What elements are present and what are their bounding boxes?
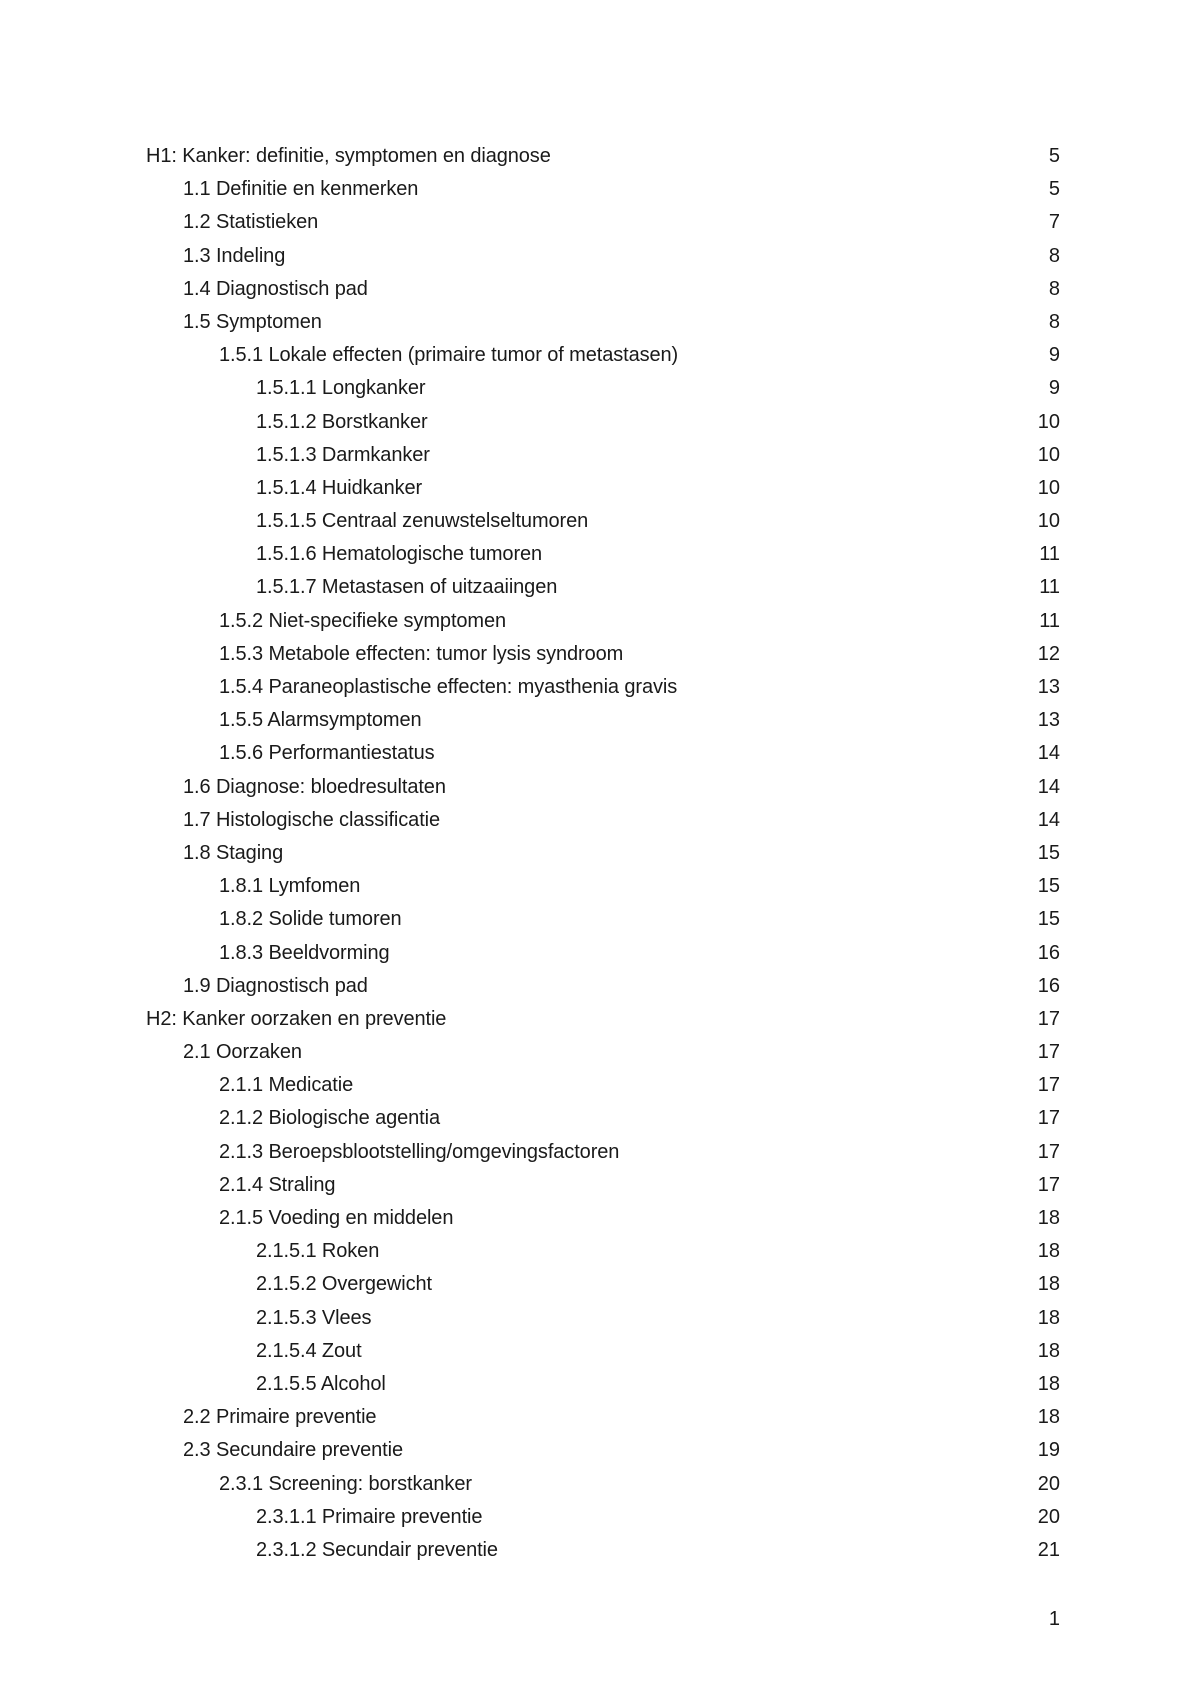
toc-entry[interactable] — [146, 339, 1060, 372]
toc-entry[interactable] — [146, 704, 1060, 737]
toc-entry-page: 5 — [1048, 178, 1060, 201]
toc-entry[interactable] — [146, 505, 1060, 538]
toc-entry-page: 13 — [1037, 676, 1060, 698]
toc-entry[interactable] — [146, 1036, 1060, 1069]
toc-entry[interactable] — [146, 1102, 1060, 1135]
toc-entry[interactable] — [146, 1335, 1060, 1368]
toc-entry[interactable] — [146, 737, 1060, 770]
toc-entry-page: 16 — [1037, 974, 1060, 997]
toc-entry[interactable] — [146, 903, 1060, 936]
toc-entry[interactable] — [146, 870, 1060, 903]
toc-entry-title: 1.5.1.1 Longkanker — [256, 377, 426, 400]
toc-entry-page: 8 — [1048, 244, 1060, 267]
toc-entry-title: 2.1.5.4 Zout — [256, 1339, 362, 1362]
toc-entry[interactable] — [146, 1268, 1060, 1301]
toc-entry-title: 2.1.5.3 Vlees — [256, 1306, 372, 1329]
toc-entry-title: 2.2 Primaire preventie — [183, 1406, 377, 1429]
toc-entry[interactable] — [146, 605, 1060, 638]
toc-entry[interactable] — [146, 1235, 1060, 1268]
toc-entry[interactable] — [146, 638, 1060, 671]
toc-entry[interactable] — [146, 1069, 1060, 1102]
toc-entry[interactable] — [146, 306, 1060, 339]
toc-entry-page: 14 — [1037, 775, 1060, 798]
toc-entry-title: 2.1.5.1 Roken — [256, 1240, 380, 1263]
toc-entry-title: 1.1 Definitie en kenmerken — [183, 178, 419, 201]
toc-entry-title: 1.5.1.4 Huidkanker — [256, 476, 423, 499]
toc-entry[interactable] — [146, 273, 1060, 306]
toc-entry-page: 17 — [1037, 1074, 1060, 1097]
toc-entry-title: 1.8.2 Solide tumoren — [219, 908, 402, 931]
toc-entry[interactable] — [146, 439, 1060, 472]
toc-entry-page: 15 — [1037, 875, 1060, 898]
toc-entry-page: 20 — [1037, 1505, 1060, 1528]
toc-entry-page: 17 — [1037, 1041, 1060, 1064]
toc-entry-page: 9 — [1048, 377, 1060, 400]
toc-entry[interactable] — [146, 571, 1060, 604]
toc-entry-title: 2.1.5.2 Overgewicht — [256, 1273, 432, 1296]
toc-entry-page: 10 — [1037, 476, 1060, 499]
toc-entry-page: 12 — [1037, 642, 1060, 665]
toc-entry[interactable] — [146, 538, 1060, 571]
toc-entry-title: 1.9 Diagnostisch pad — [183, 974, 368, 997]
toc-entry-title: 2.1.4 Straling — [219, 1173, 336, 1196]
toc-entry-page: 17 — [1037, 1007, 1060, 1030]
toc-entry-page: 17 — [1037, 1173, 1060, 1196]
toc-entry-page: 15 — [1037, 908, 1060, 931]
toc-entry-page: 21 — [1037, 1538, 1060, 1561]
toc-entry-page: 8 — [1048, 277, 1060, 300]
table-of-contents — [146, 140, 1060, 1567]
toc-entry-page: 18 — [1037, 1273, 1060, 1296]
toc-entry[interactable] — [146, 671, 1060, 704]
toc-entry-title: 2.1 Oorzaken — [183, 1041, 302, 1064]
toc-entry-title: 1.2 Statistieken — [183, 211, 319, 234]
toc-entry[interactable] — [146, 1468, 1060, 1501]
toc-entry-page: 17 — [1037, 1107, 1060, 1130]
toc-entry-title: 1.5.1.2 Borstkanker — [256, 410, 428, 433]
toc-entry-title: 1.5.1.6 Hematologische tumoren — [256, 543, 543, 566]
toc-entry-title: 1.8 Staging — [183, 841, 284, 864]
toc-entry-page: 18 — [1037, 1240, 1060, 1263]
toc-entry-title: 1.5.3 Metabole effecten: tumor lysis syndroom — [219, 642, 624, 665]
toc-entry[interactable] — [146, 406, 1060, 439]
toc-entry[interactable] — [146, 1169, 1060, 1202]
toc-entry-title: 1.5.1.7 Metastasen of uitzaaiingen — [256, 576, 558, 599]
toc-entry[interactable] — [146, 240, 1060, 273]
toc-entry-title: 1.5 Symptomen — [183, 310, 322, 333]
toc-entry-title: 2.1.3 Beroepsblootstelling/omgevingsfactoren — [219, 1140, 620, 1163]
toc-entry-title: H2: Kanker oorzaken en preventie — [146, 1007, 447, 1030]
toc-entry-page: 11 — [1039, 609, 1060, 632]
toc-entry-page: 10 — [1037, 510, 1060, 533]
toc-entry-page: 7 — [1048, 211, 1060, 234]
toc-entry[interactable] — [146, 1003, 1060, 1036]
toc-entry-title: 1.5.1 Lokale effecten (primaire tumor of metastasen) — [219, 344, 679, 367]
toc-entry[interactable] — [146, 1136, 1060, 1169]
toc-entry[interactable] — [146, 472, 1060, 505]
toc-entry-title: 1.5.1.3 Darmkanker — [256, 443, 430, 466]
toc-entry-title: 2.3.1.1 Primaire preventie — [256, 1505, 483, 1528]
toc-entry[interactable] — [146, 173, 1060, 206]
toc-entry-title: 2.1.5 Voeding en middelen — [219, 1207, 454, 1229]
toc-entry-page: 10 — [1037, 410, 1060, 433]
toc-entry-title: 1.5.6 Performantiestatus — [219, 742, 435, 765]
toc-entry[interactable] — [146, 970, 1060, 1003]
toc-entry[interactable] — [146, 1202, 1060, 1235]
toc-entry-page: 20 — [1037, 1472, 1060, 1495]
toc-entry-title: 1.8.3 Beeldvorming — [219, 941, 390, 964]
page-number: 1 — [1048, 1608, 1060, 1630]
toc-entry-page: 11 — [1039, 576, 1060, 599]
toc-entry-title: 2.3 Secundaire preventie — [183, 1439, 403, 1462]
toc-entry-title: 2.1.1 Medicatie — [219, 1074, 354, 1097]
toc-entry-page: 18 — [1037, 1207, 1060, 1229]
toc-entry-page: 13 — [1037, 709, 1060, 732]
toc-entry[interactable] — [146, 372, 1060, 405]
toc-entry-page: 18 — [1037, 1372, 1060, 1395]
toc-entry-title: 2.3.1.2 Secundair preventie — [256, 1538, 498, 1561]
toc-entry-page: 16 — [1037, 941, 1060, 964]
toc-entry[interactable] — [146, 771, 1060, 804]
toc-entry[interactable] — [146, 1434, 1060, 1467]
toc-entry-title: H1: Kanker: definitie, symptomen en diagnose — [146, 145, 551, 167]
toc-entry[interactable] — [146, 206, 1060, 239]
toc-entry-page: 14 — [1037, 742, 1060, 765]
toc-entry[interactable] — [146, 140, 1060, 173]
toc-entry-page: 17 — [1037, 1140, 1060, 1163]
toc-entry-page: 18 — [1037, 1406, 1060, 1429]
toc-entry-title: 1.6 Diagnose: bloedresultaten — [183, 775, 446, 798]
toc-entry[interactable] — [146, 804, 1060, 837]
toc-entry[interactable] — [146, 1401, 1060, 1434]
toc-entry-page: 10 — [1037, 443, 1060, 466]
toc-entry-page: 11 — [1039, 543, 1060, 566]
toc-entry[interactable] — [146, 1302, 1060, 1335]
toc-entry[interactable] — [146, 1368, 1060, 1401]
toc-entry-page: 14 — [1037, 808, 1060, 831]
toc-entry-page: 19 — [1037, 1439, 1060, 1462]
toc-entry-title: 1.3 Indeling — [183, 244, 286, 267]
toc-entry-title: 1.4 Diagnostisch pad — [183, 277, 368, 300]
toc-entry[interactable] — [146, 1501, 1060, 1534]
toc-entry[interactable] — [146, 837, 1060, 870]
toc-entry-page: 5 — [1048, 145, 1060, 167]
toc-entry[interactable] — [146, 1534, 1060, 1567]
toc-entry-title: 1.5.5 Alarmsymptomen — [219, 709, 422, 732]
toc-entry-title: 1.7 Histologische classificatie — [183, 808, 441, 831]
toc-entry-page: 8 — [1048, 310, 1060, 333]
toc-entry-page: 18 — [1037, 1306, 1060, 1329]
toc-entry-page: 9 — [1048, 344, 1060, 367]
toc-entry-title: 2.1.5.5 Alcohol — [256, 1372, 386, 1395]
toc-entry-title: 2.1.2 Biologische agentia — [219, 1107, 440, 1130]
toc-entry-title: 2.3.1 Screening: borstkanker — [219, 1472, 472, 1495]
toc-entry[interactable] — [146, 937, 1060, 970]
toc-entry-title: 1.8.1 Lymfomen — [219, 875, 361, 898]
toc-entry-title: 1.5.4 Paraneoplastische effecten: myasthenia gravis — [219, 676, 678, 698]
toc-entry-title: 1.5.2 Niet-specifieke symptomen — [219, 609, 507, 632]
toc-entry-page: 15 — [1037, 841, 1060, 864]
toc-entry-page: 18 — [1037, 1339, 1060, 1362]
toc-entry-title: 1.5.1.5 Centraal zenuwstelseltumoren — [256, 510, 589, 533]
